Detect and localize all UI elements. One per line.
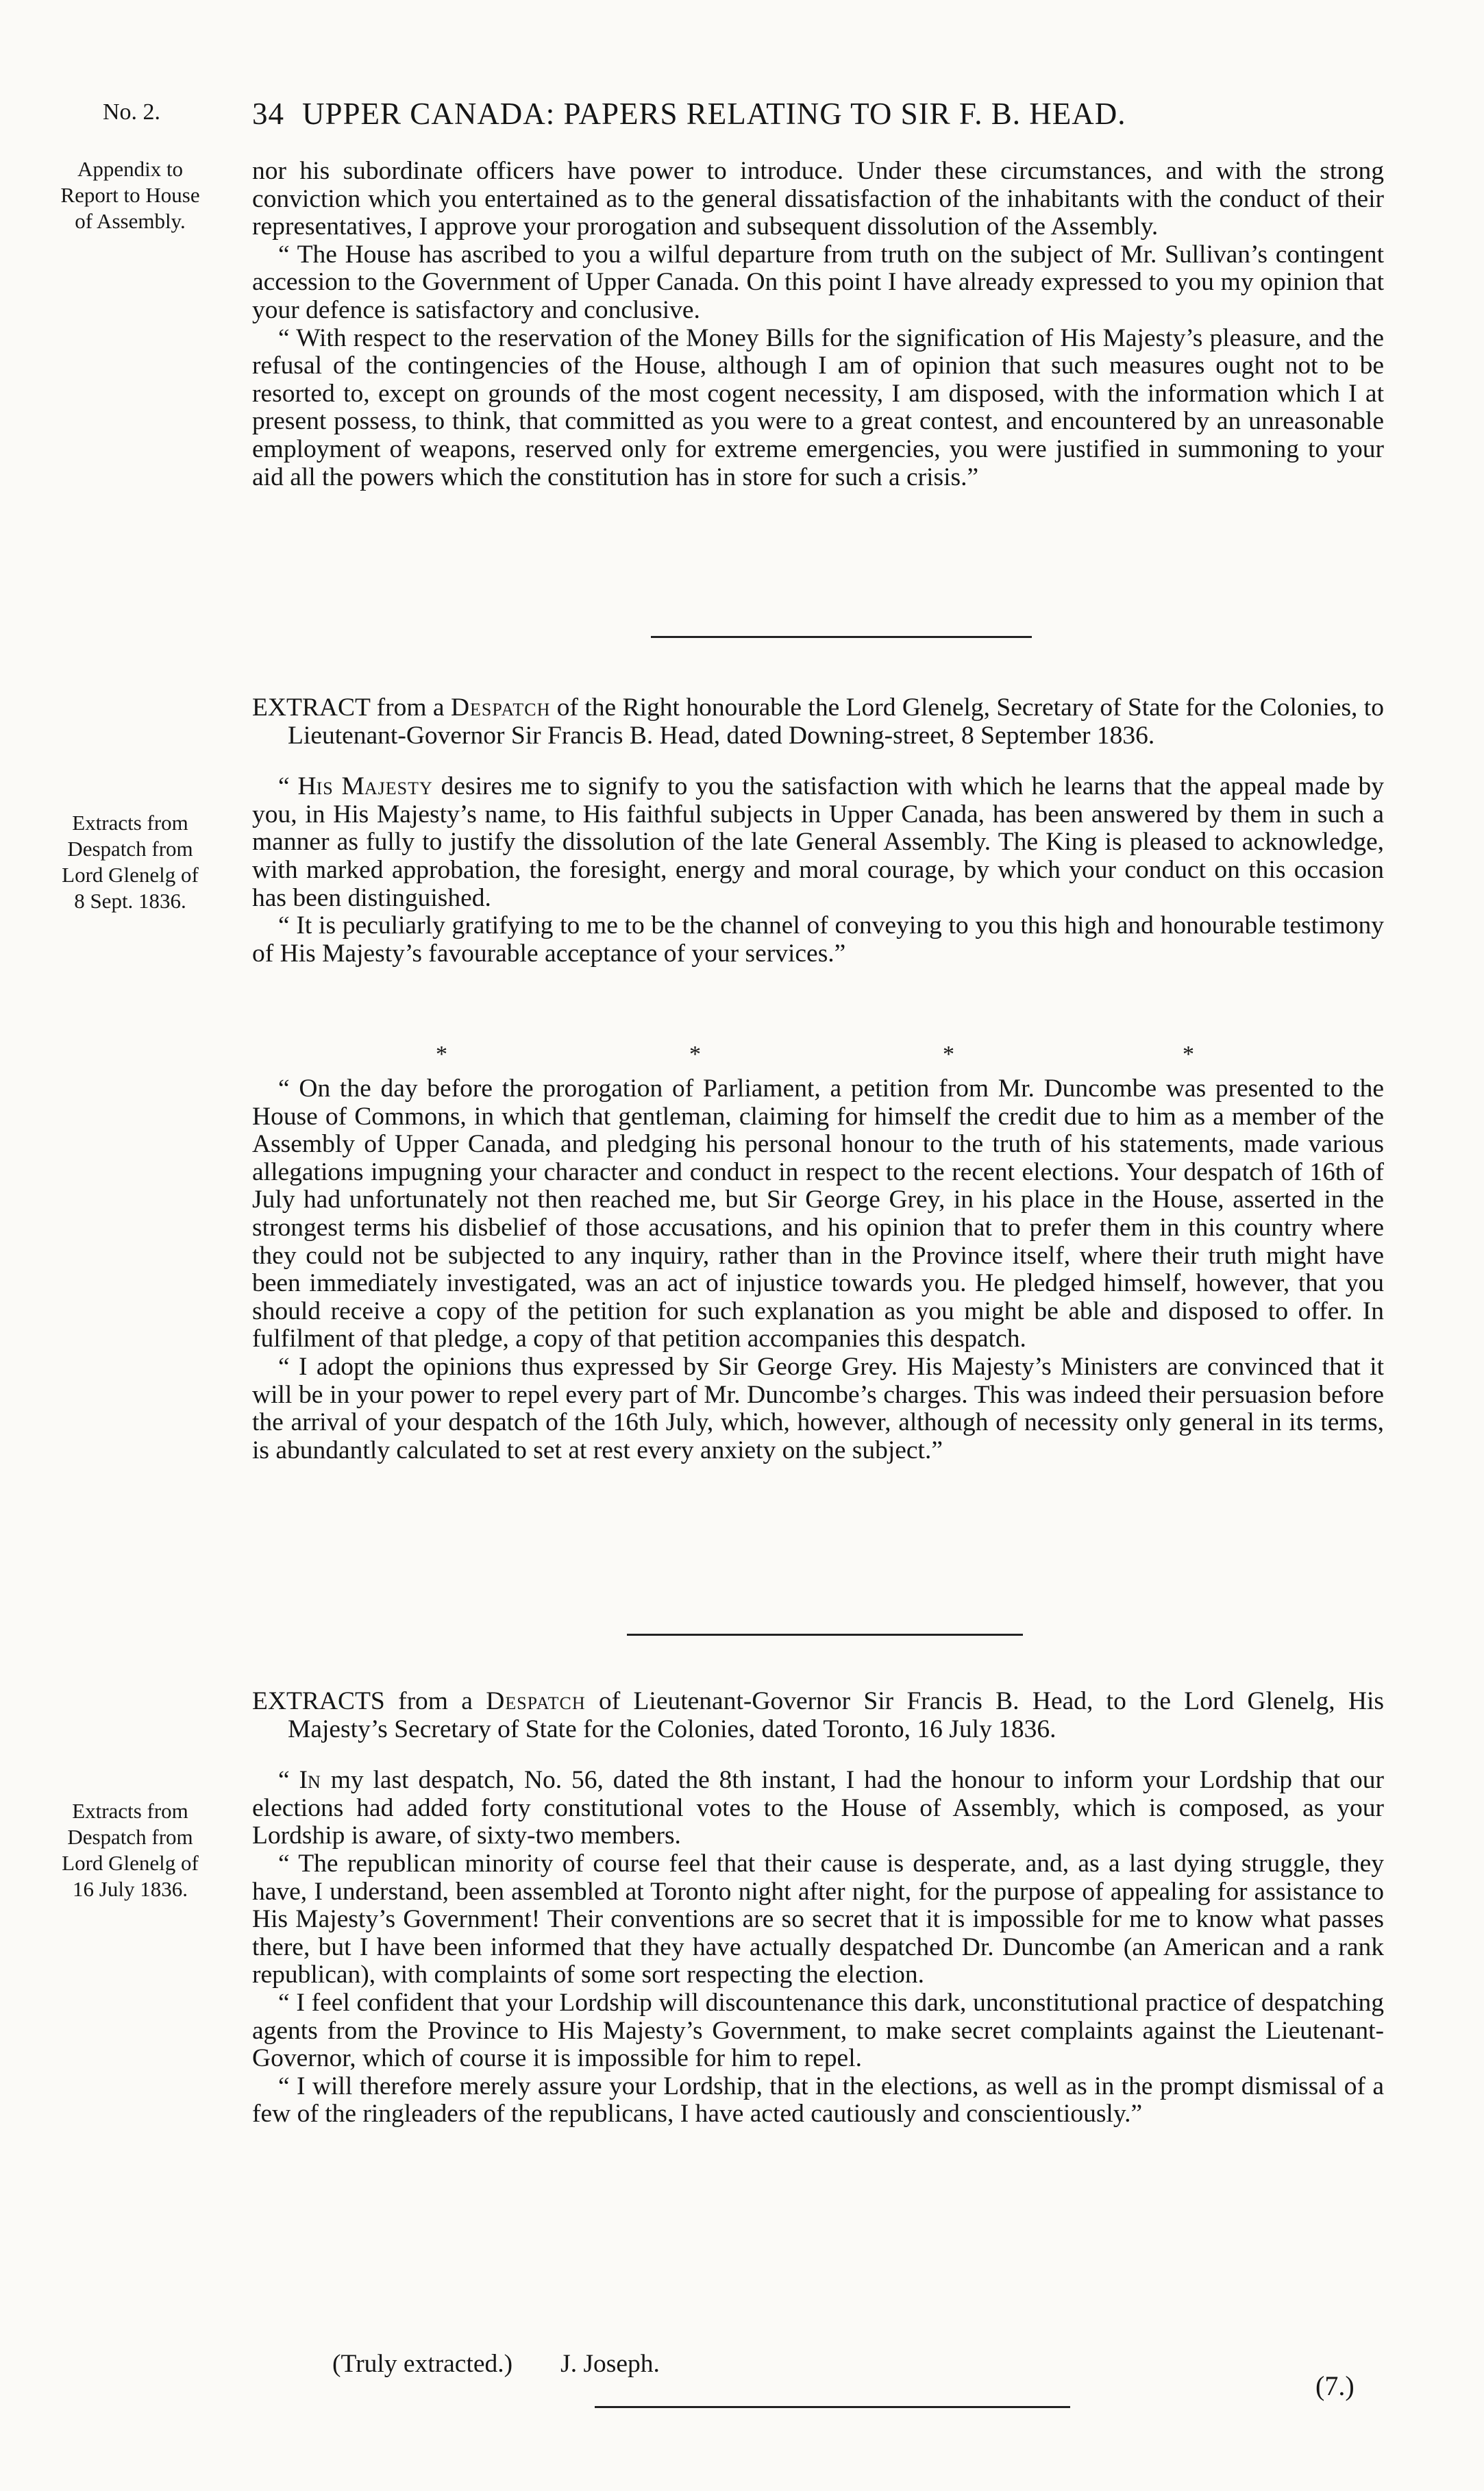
margin-note-line: Extracts from (72, 811, 188, 835)
body-paragraph: “ The House has ascribed to you a wilful departure from truth on the subject of Mr. Sullivan’s contingent accession to the Government of Upper Canada. On this point I have already expressed to you my opinion that your defence is satisfactory and conclusive. (252, 240, 1384, 324)
section-divider (627, 1634, 1023, 1636)
margin-note-line: Extracts from (72, 1799, 188, 1823)
section-heading: EXTRACTS from a Despatch of Lieutenant-Governor Sir Francis B. Head, to the Lord Glenelg, His Majesty’s Secretary of State for the Colonies, dated Toronto, 16 July 1836. (252, 1687, 1384, 1743)
margin-note-despatch-16-july (21, 1798, 240, 1902)
margin-note-line: Despatch from (67, 837, 193, 861)
section-heading: EXTRACT from a Despatch of the Right honourable the Lord Glenelg, Secretary of State for the Colonies, to Lieutenant-Governor Sir Francis B. Head, dated Downing-street, 8 September 1836. (252, 694, 1384, 750)
margin-note-line: Appendix to (77, 157, 184, 181)
body-paragraph: “ I will therefore merely assure your Lordship, that in the elections, as well as in the prompt dismissal of a few of the ringleaders of the republicans, I have acted cautiously and conscientiously.” (252, 2072, 1384, 2128)
margin-note-line: Report to House (60, 183, 200, 207)
margin-note-line: of Assembly. (75, 209, 186, 233)
margin-note-appendix (21, 156, 240, 234)
section-divider (651, 636, 1032, 638)
margin-note-despatch-8-sept (21, 810, 240, 914)
body-paragraph: “ The republican minority of course feel that their cause is desperate, and, as a last dying struggle, they have, I understand, been assembled at Toronto night after night, for the purpose of appealing for assistance to His Majesty’s Government! Their conventions are so secret that it is impossible for me to know what passes there, but I have been informed that they have actually despatched Dr. Duncombe (an American and a rank republican), with complaints of some sort respecting the election. (252, 1849, 1384, 1989)
folio-number: (7.) (1315, 2370, 1355, 2401)
margin-note-line: 8 Sept. 1836. (74, 889, 186, 913)
closing-rule (595, 2406, 1070, 2408)
star: * (1183, 1042, 1194, 1067)
body-paragraph: “ In my last despatch, No. 56, dated the 8th instant, I had the honour to inform your Lordship that our elections had added forty constitutional votes to the House of Assembly, which is composed, as your Lordship is aware, of sixty-two members. (252, 1766, 1384, 1850)
body-paragraph: nor his subordinate officers have power to introduce. Under these circumstances, and with the strong conviction which you entertained as to the general dissatisfaction of the inhabitants with the conduct of their representatives, I approve your prorogation and subsequent dissolution of the Assembly. (252, 157, 1384, 241)
section-despatch-glenelg-8-sept-cont (252, 1075, 1384, 1464)
margin-note-line: Despatch from (67, 1825, 193, 1849)
truly-extracted: (Truly extracted.) (332, 2350, 513, 2378)
page-number: 34 (252, 97, 284, 131)
running-head (252, 96, 1126, 132)
body-paragraph: “ On the day before the prorogation of Parliament, a petition from Mr. Duncombe was presented to the House of Commons, in which that gentleman, claiming for himself the credit due to him as a member of the Assembly of Upper Canada, and pledging his personal honour to the truth of his statements, made various allegations impugning your character and conduct in respect to the recent elections. Your despatch of 16th of July had unfortunately not then reached me, but Sir George Grey, in his place in the House, asserted in the strongest terms his disbelief of those accusations, and his opinion that to prefer them in this country where they could not be subjected to any inquiry, rather than in the Province itself, where their truth might have been immediately investigated, was an act of injustice towards you. He pledged himself, however, that you should receive a copy of the petition for such explanation as you might be able and disposed to offer. In fulfilment of that pledge, a copy of that petition accompanies this despatch. (252, 1075, 1384, 1353)
paper-number: No. 2. (103, 99, 161, 125)
body-paragraph: “ With respect to the reservation of the Money Bills for the signification of His Majesty’s pleasure, and the refusal of the contingencies of the House, although I am of opinion that such measures ought not to be resorted to, except on grounds of the most cogent necessity, I am disposed, with the information which I at present possess, to think, that committed as you were to a great contest, and encountered by an unreasonable employment of weapons, reserved only for extreme emergencies, you were justified in summoning to your aid all the powers which the constitution has in store for such a crisis.” (252, 323, 1384, 491)
signature: J. Joseph. (560, 2350, 660, 2378)
section-continued-despatch (252, 158, 1384, 491)
star: * (943, 1042, 954, 1067)
margin-note-line: Lord Glenelg of (62, 1851, 199, 1875)
body-paragraph: “ His Majesty desires me to signify to you the satisfaction with which he learns that the appeal made by you, in His Majesty’s name, to His faithful subjects in Upper Canada, has been answered by them in such a manner as fully to justify the dissolution of the late General Assembly. The King is pleased to acknowledge, with marked approbation, the foresight, energy and moral courage, by which your conduct on this occasion has been distinguished. (252, 772, 1384, 912)
signoff (332, 2349, 660, 2379)
ellipsis-stars (252, 1042, 1384, 1069)
section-despatch-head-16-july (252, 1688, 1384, 2128)
section-despatch-glenelg-8-sept (252, 694, 1384, 968)
page-title: UPPER CANADA: PAPERS RELATING TO SIR F. B. HEAD. (302, 97, 1126, 131)
body-paragraph: “ I adopt the opinions thus expressed by Sir George Grey. His Majesty’s Ministers are convinced that it will be in your power to repel every part of Mr. Duncombe’s charges. This was indeed their persuasion before the arrival of your despatch of the 16th July, which, however, although of necessity only general in its terms, is abundantly calculated to set at rest every anxiety on the subject.” (252, 1352, 1384, 1464)
body-paragraph: “ I feel confident that your Lordship will discountenance this dark, unconstitutional practice of despatching agents from the Province to His Majesty’s Government, to make secret complaints against the Lieutenant-Governor, which of course it is impossible for him to repel. (252, 1988, 1384, 2073)
body-paragraph: “ It is peculiarly gratifying to me to be the channel of conveying to you this high and honourable testimony of His Majesty’s favourable acceptance of your services.” (252, 911, 1384, 968)
margin-note-line: 16 July 1836. (73, 1877, 188, 1901)
star: * (689, 1042, 701, 1067)
margin-note-line: Lord Glenelg of (62, 863, 199, 887)
star: * (436, 1042, 447, 1067)
